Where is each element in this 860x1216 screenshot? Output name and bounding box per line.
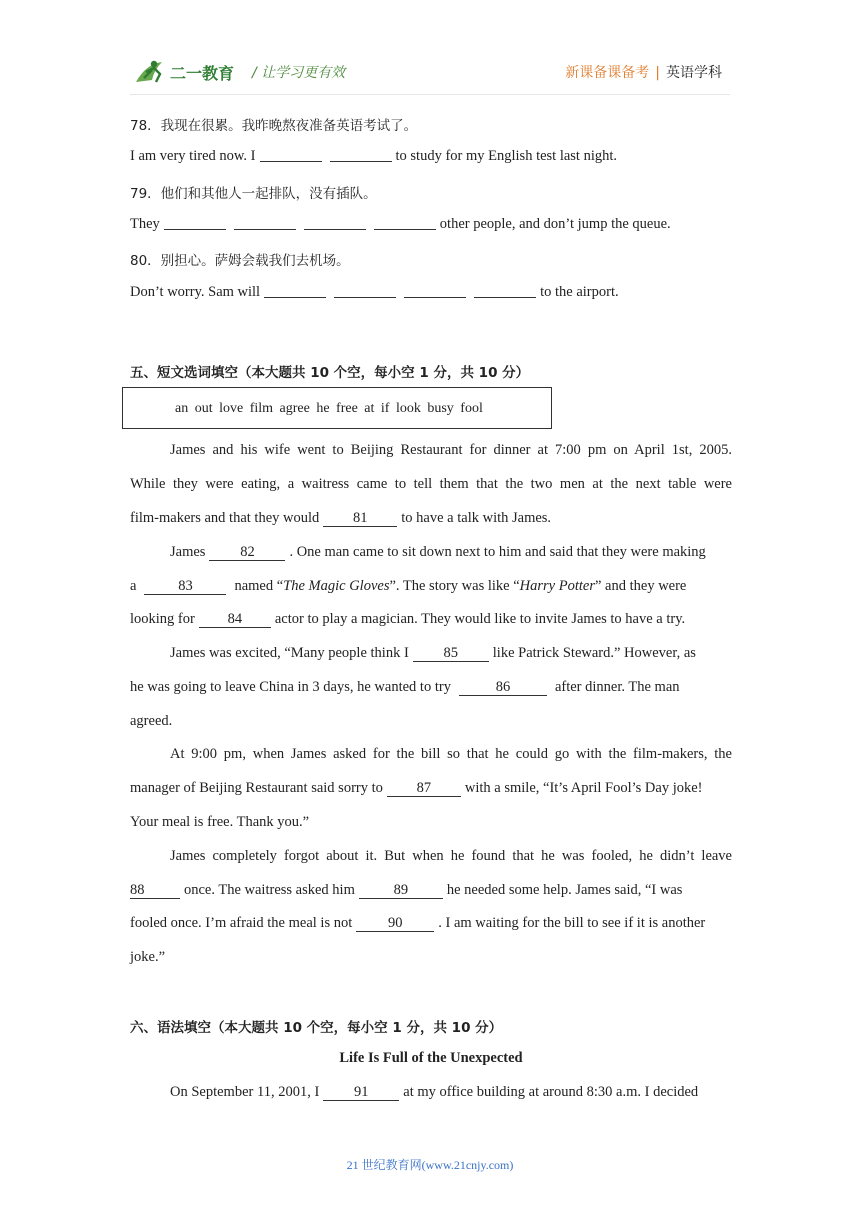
header-series: 新课备课备考 [565,65,650,81]
s5-text: after dinner. The man [554,679,680,695]
s5-p2-line2 [130,578,732,595]
s5-p1-line1: James and his wife went to Beijing Restaurant for dinner at 7:00 pm on April 1st, 2005. [170,442,732,458]
s5-text: James was excited, “Many people think I [170,645,409,661]
s5-p3-line2 [130,679,732,696]
q80-blank-2[interactable] [334,283,396,298]
s5-text: actor to play a magician. They would like to invite James to have a try. [274,611,686,627]
s5-text: he needed some help. James said, “I was [446,882,683,898]
q79-blank-3[interactable] [304,215,366,230]
blank-87[interactable]: 87 [387,781,461,797]
q78-blank-1[interactable] [260,147,322,162]
header-divider [130,94,730,95]
q79-text-b: other people, and don’t jump the queue. [439,216,671,232]
s5-text: a [130,578,137,594]
s5-text: to have a talk with James. [401,510,552,526]
q78-english [130,147,732,165]
s5-p5-line2 [130,882,732,899]
s5-text: . One man came to sit down next to him and said that they were making [289,544,706,560]
s5-p4-line1: At 9:00 pm, when James asked for the bill so that he could go with the film-makers, the [170,746,732,762]
q80-text-a: Don’t worry. Sam will [130,284,261,300]
q78-chinese: 78．我现在很累。我昨晚熬夜准备英语考试了。 [130,118,418,134]
header-subject [565,62,722,82]
q80-english [130,283,732,301]
passage-title: Life Is Full of the Unexpected [339,1050,523,1066]
s5-p2-line3 [130,611,732,628]
s5-p1-line2: While they were eating, a waitress came to tell them that the two men at the next table were [130,476,732,492]
s5-p5-line3 [130,915,732,932]
header-slogan: / 让学习更有效 [252,65,346,81]
s5-p5-line1: James completely forgot about it. But when he found that he was fooled, he didn’t leave [170,848,732,864]
q79-blank-4[interactable] [374,215,436,230]
s5-italic-title: Harry Potter [519,578,595,594]
section6-title: 六、语法填空（本大题共 10 个空，每小空 1 分，共 10 分） [130,1020,503,1036]
s5-p3-line1 [130,645,732,662]
blank-81[interactable]: 81 [323,511,397,527]
s5-text: ”. The story was like “ [389,578,520,594]
blank-88[interactable]: 88 [130,883,180,899]
header-subject-label: 英语学科 [666,65,722,81]
header-separator: | [655,65,660,81]
s6-text: On September 11, 2001, I [170,1084,320,1100]
q78-text-a: I am very tired now. I [130,148,256,164]
s5-text: named “ [234,578,284,594]
s5-text: manager of Beijing Restaurant said sorry to [130,780,383,796]
s5-text: like Patrick Steward.” However, as [492,645,696,661]
footer-source: 21 世纪教育网(www.21cnjy.com) [346,1158,514,1172]
s5-text: ” and they were [594,578,687,594]
logo [132,56,244,90]
s5-p2-line1 [130,544,732,561]
q80-blank-4[interactable] [474,283,536,298]
q80-chinese: 80．别担心。萨姆会载我们去机场。 [130,253,350,269]
blank-85[interactable]: 85 [413,646,489,662]
q80-text-b: to the airport. [540,284,619,300]
s5-text: once. The waitress asked him [184,882,355,898]
blank-91[interactable]: 91 [323,1085,399,1101]
s5-p4-line2 [130,780,732,797]
blank-86[interactable]: 86 [459,680,547,696]
svg-text:二一教育: 二一教育 [170,64,235,83]
q79-chinese: 79．他们和其他人一起排队，没有插队。 [130,186,377,202]
s5-text: . I am waiting for the bill to see if it is another [438,915,706,931]
q78-blank-2[interactable] [330,147,392,162]
blank-83[interactable]: 83 [144,579,226,595]
q79-blank-1[interactable] [164,215,226,230]
s5-p5-line4: joke.” [130,949,166,965]
section5-title: 五、短文选词填空（本大题共 10 个空，每小空 1 分，共 10 分） [130,365,530,381]
q80-blank-3[interactable] [404,283,466,298]
word-bank: an out love film agree he free at if look busy fool [122,387,552,429]
s5-text: film-makers and that they would [130,510,320,526]
s5-text: looking for [130,611,195,627]
s5-text: fooled once. I’m afraid the meal is not [130,915,353,931]
blank-82[interactable]: 82 [209,545,285,561]
q78-text-b: to study for my English test last night. [395,148,618,164]
q80-blank-1[interactable] [264,283,326,298]
s5-p1-line3 [130,510,732,527]
q79-blank-2[interactable] [234,215,296,230]
s6-text: at my office building at around 8:30 a.m. I decided [403,1084,699,1100]
s5-text: with a smile, “It’s April Fool’s Day joke! [464,780,703,796]
blank-84[interactable]: 84 [199,612,271,628]
s5-italic-title: The Magic Gloves [283,578,390,594]
blank-90[interactable]: 90 [356,916,434,932]
s5-text: he was going to leave China in 3 days, he wanted to try [130,679,451,695]
q79-text-a: They [130,216,160,232]
s5-text: James [170,544,206,560]
s6-line1 [130,1084,732,1101]
blank-89[interactable]: 89 [359,883,443,899]
s5-p3-line3: agreed. [130,713,173,729]
s5-p4-line3: Your meal is free. Thank you.” [130,814,310,830]
q79-english [130,215,732,233]
